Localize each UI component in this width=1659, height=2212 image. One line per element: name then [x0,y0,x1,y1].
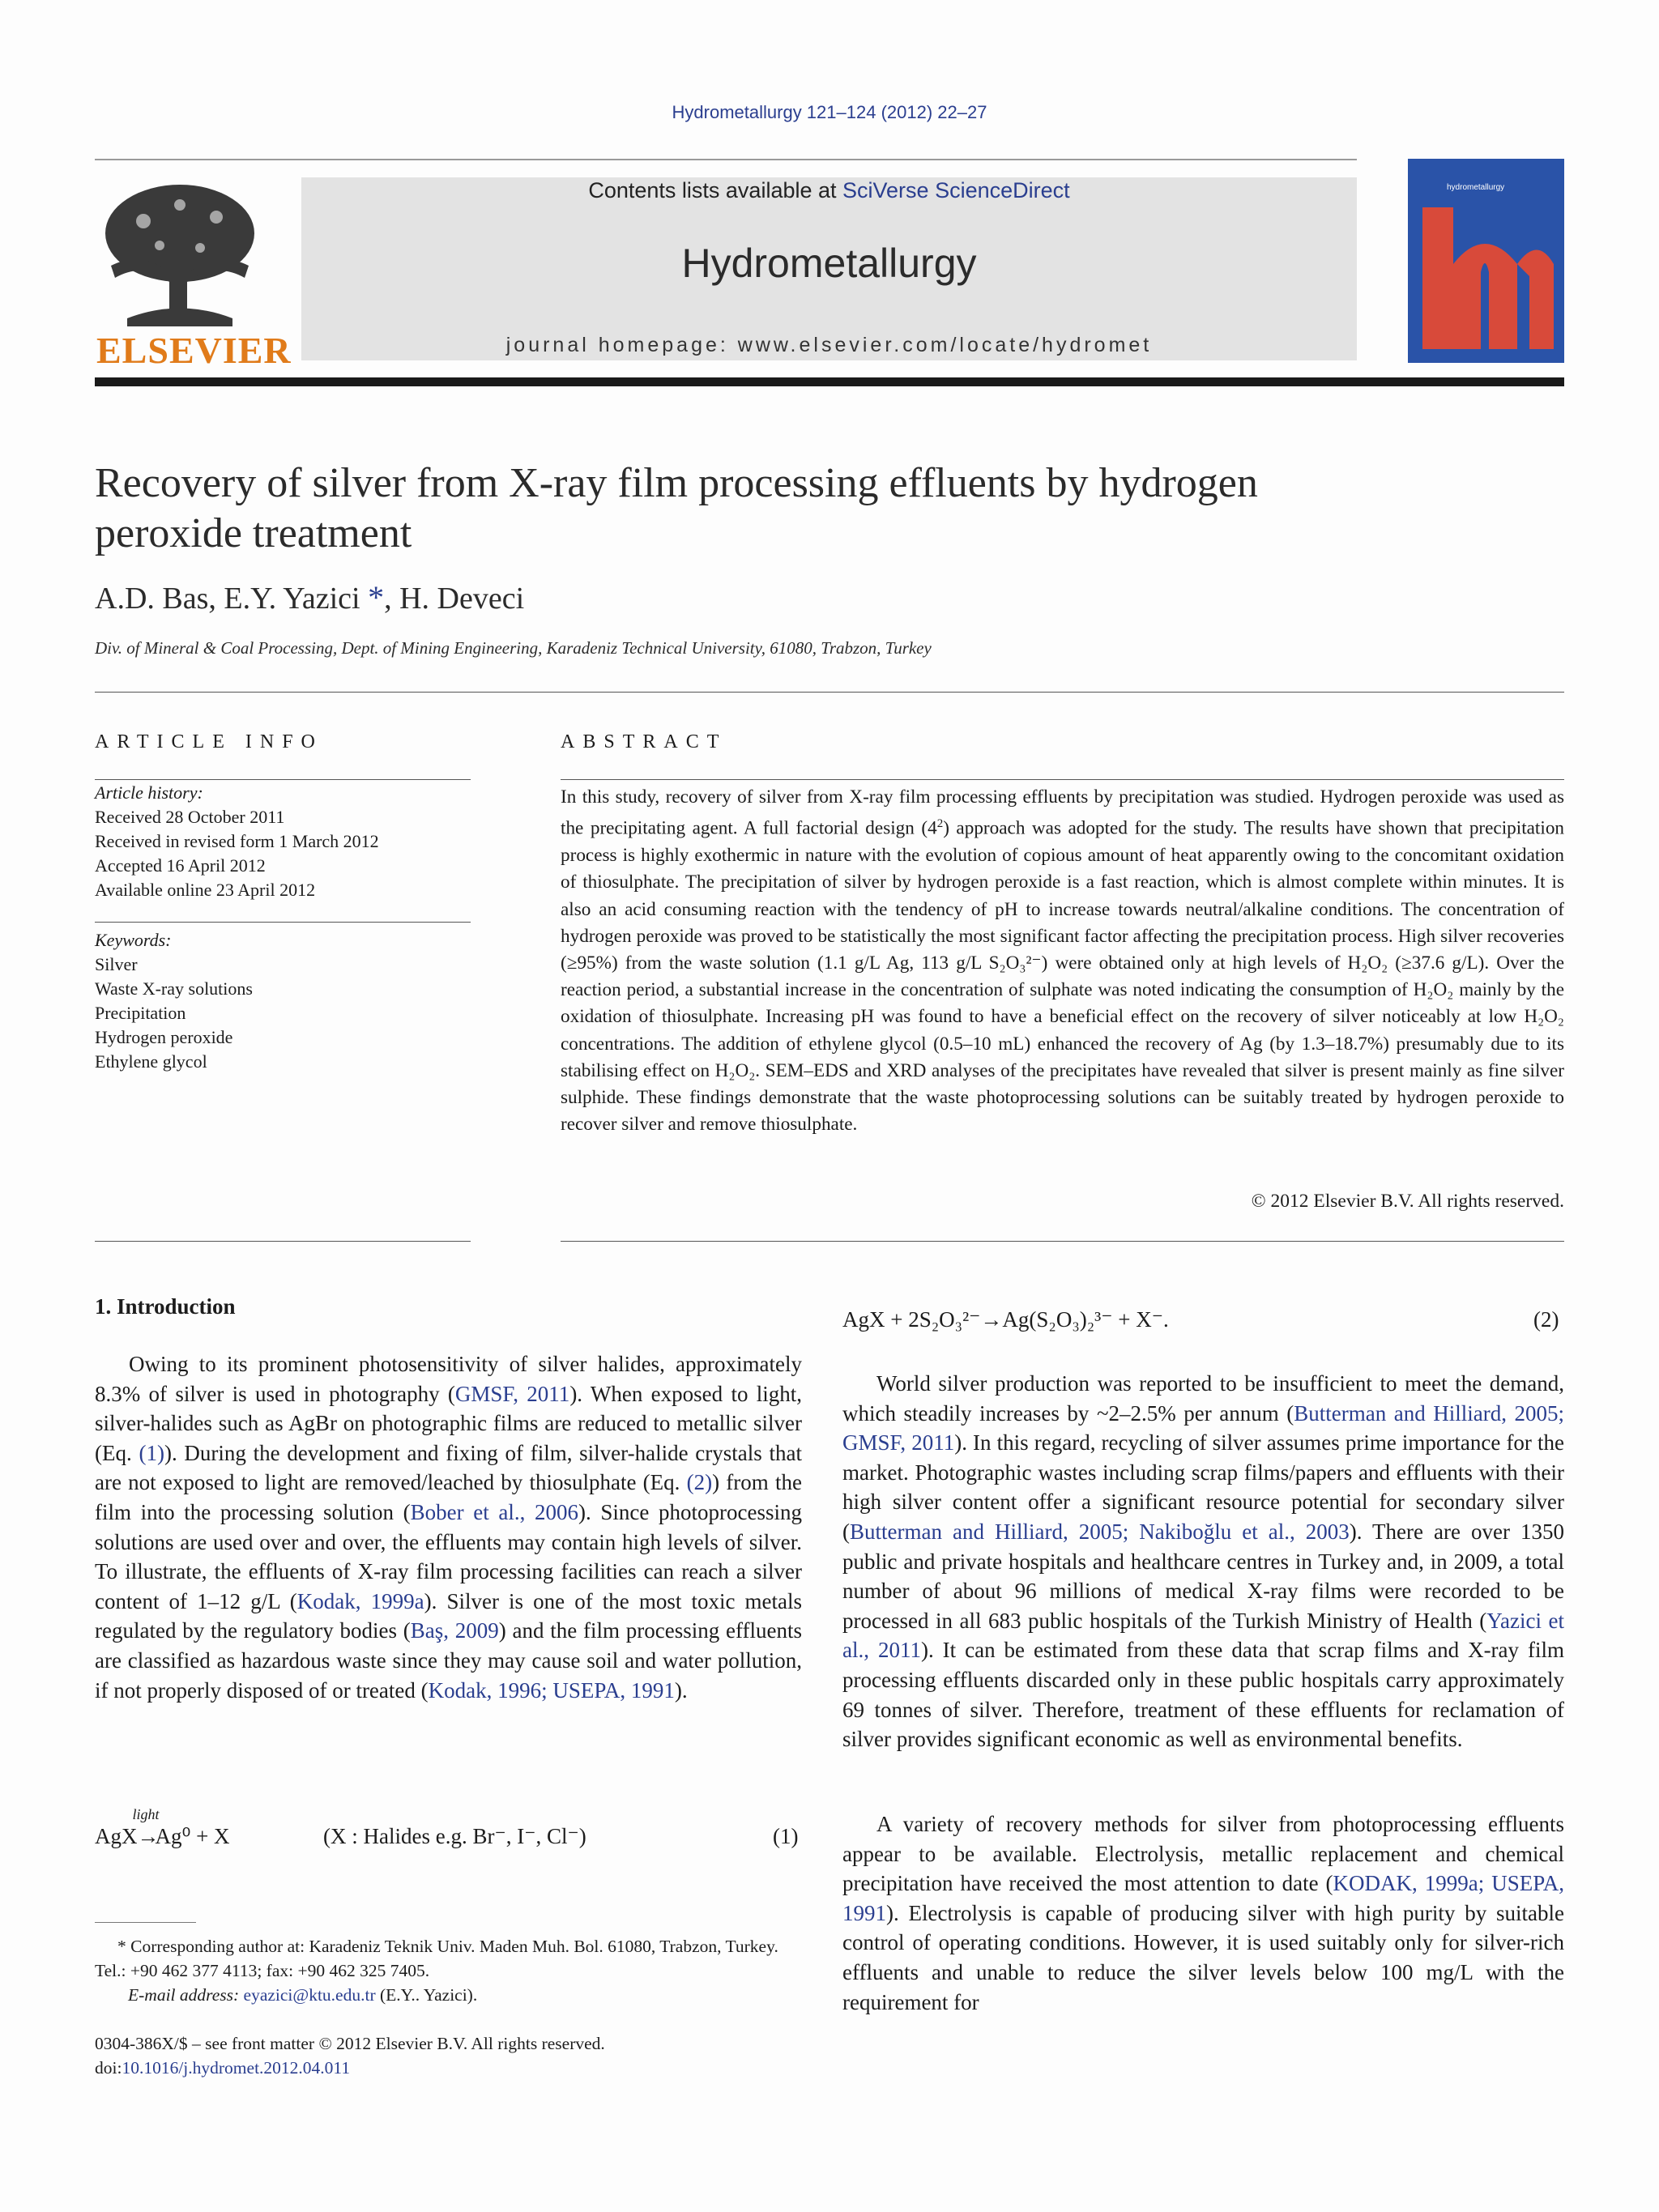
email-link[interactable]: eyazici@ktu.edu.tr [243,1985,376,2005]
article-info-bottom-rule [95,1241,471,1242]
text-run: ). Silver is one of the most toxic metals regulated by the regulatory bodies ( [95,1588,802,1643]
abstract-heading: ABSTRACT [561,731,727,752]
text-run: Owing to its prominent photosensitivity of silver halides, approximately 8.3% of silver is used in photography ( [95,1352,802,1406]
section-heading-introduction: 1. Introduction [95,1294,236,1319]
eq1-arrow-glyph: → [137,1824,160,1848]
text-run: ). When exposed to light, silver-halides such as AgBr on photographic films are reduced to metallic silver (Eq. [95,1381,803,1465]
text-run: ). [674,1677,688,1703]
abstract-bottom-rule [561,1241,1564,1242]
affiliation: Div. of Mineral & Coal Processing, Dept. of Mining Engineering, Karadeniz Technical University, 61080, Trabzon, Turkey [95,638,932,658]
contents-prefix: Contents lists available at [588,178,843,202]
journal-homepage[interactable]: journal homepage: www.elsevier.com/locate/hydromet [505,334,1153,356]
equation-ref-2[interactable]: (2) [686,1470,713,1495]
eq1-note: (X : Halides e.g. Br⁻, I⁻, Cl⁻) [323,1824,586,1848]
eq1-number: (1) [773,1824,799,1848]
elsevier-wordmark: ELSEVIER [96,330,292,371]
equation-ref-1[interactable]: (1) [139,1440,164,1465]
citation-kodak-1999a[interactable]: Kodak, 1999a [296,1588,424,1613]
footnote-rule [95,1922,196,1923]
history-accepted: Accepted 16 April 2012 [95,855,266,876]
text-run: World silver production was reported to be insufficient to meet the demand, which steadily increases by ~2–2.5% per annum ( [842,1371,1564,1426]
equation-1 [95,1806,230,1849]
intro-paragraph [95,1349,802,1705]
keyword-item: Waste X-ray solutions [95,978,253,999]
text-run: ) and the film processing effluents are classified as hazardous waste since they may cause soil and water pollution, if not properly disposed of or treated ( [95,1618,803,1703]
abstract-superscript: 2 [936,817,944,831]
keyword-item: Silver [95,954,138,974]
email-suffix: (E.Y.. Yazici). [375,1985,478,2005]
journal-reference[interactable]: Hydrometallurgy 121–124 (2012) 22–27 [672,102,987,122]
eq2-number: (2) [1533,1307,1559,1332]
title-line-1: Recovery of silver from X-ray film processing effluents by hydrogen [95,460,1258,506]
cover-hm-graphic [1408,159,1564,363]
doi-label: doi: [95,2058,122,2078]
authors-first: A.D. Bas, E.Y. Yazici [95,582,369,616]
journal-cover-thumbnail [1408,159,1564,363]
keywords-divider [95,922,471,923]
keywords [95,928,471,1074]
citation-gmsf[interactable]: GMSF, 2011 [454,1381,570,1406]
article-info-divider [95,779,471,780]
right-paragraph-2 [842,1809,1564,2017]
citation-butterman-nakiboglu[interactable]: Butterman and Hilliard, 2005; Nakiboğlu et al., 2003 [850,1519,1350,1544]
citation-bober[interactable]: Bober et al., 2006 [410,1499,579,1524]
corresponding-footnote [95,1934,802,1983]
eq1-rhs: Ag⁰ + X [155,1824,230,1848]
footnote-text: Corresponding author at: Karadeniz Teknik Univ. Maden Muh. Bol. 61080, Trabzon, Turkey. Tel.: +90 462 377 4113; fax: +90 462 325 7405. [95,1937,778,1980]
keyword-item: Ethylene glycol [95,1051,207,1072]
abstract-text [561,784,1564,1138]
article-title [95,458,1310,559]
eq1-lhs: AgX [95,1824,138,1848]
citation-kodak-usepa[interactable]: KODAK, 1999a; USEPA, 1991 [842,1871,1564,1925]
text-run: ). During the development and fixing of film, silver-halide crystals that are not exposed to light are removed/leached by thiosulphate (Eq. [95,1440,802,1495]
abstract-part-1: In this study, recovery of silver from X-ray film processing effluents by precipitation was studied. Hydrogen peroxide was used as the precipitating agent. A full factorial design (4 [561,786,1564,839]
text-run: ). It can be estimated from these data that scrap films and X-ray film processing effluents discarded only in these public hospitals carry approximately 69 tonnes of silver. Therefore, treatment of these effluents for reclamation of silver provides significant economic as well as environmental benefits. [842,1638,1564,1752]
citation-kodak-1996[interactable]: Kodak, 1996; USEPA, 1991 [428,1677,675,1703]
cover-title: hydrometallurgy [1447,183,1505,192]
article-history [95,781,471,902]
text-run: ). There are over 1350 public and private hospitals and healthcare centres in Turkey and, in 2009, a total number of about 96 millions of medical X-ray films were recorded to be processed in all 683 public hospitals of the Turkish Ministry of Health ( [842,1519,1564,1633]
abstract-part-2: ) approach was adopted for the study. The results have shown that precipitation process is highly exothermic in nature with the evolution of copious amount of heat apparently owing to the concomitant oxidation of thiosulphate. The precipitation of silver by hydrogen peroxide is a fast reaction, which is almost complete within minutes. It is also an acid consuming reaction with the tendency of pH to increase towards neutral/alkaline conditions. The concentration of hydrogen peroxide was proved to be statistically the most significant factor affecting the precipitation process. High silver recoveries (≥95%) from the waste solution (1.1 g/L Ag, 113 g/L S₂O₃²⁻) were obtained only at high levels of H₂O₂ (≥37.6 g/L). Over the reaction period, a substantial increase in the concentration of sulphate was noted indicating the consumption of H₂O₂ mainly by the oxidation of thiosulphate. Increasing pH was found to have a beneficial effect on the recovery of silver noticeably at low H₂O₂ concentrations. The addition of ethylene glycol (0.5–10 mL) enhanced the recovery of Ag (by 1.3–18.7%) presumably due to its stabilising effect on H₂O₂. SEM–EDS and XRD analyses of the precipitates have revealed that silver is present mainly as fine silver sulphide. These findings demonstrate that the waste photoprocessing solutions can be suitably treated by hydrogen peroxide to recover silver and remove thiosulphate. [561,817,1565,1136]
authors-last: , H. Deveci [384,582,525,616]
title-line-2: peroxide treatment [95,510,412,556]
equation-2: AgX + 2S₂O₃²⁻→Ag(S₂O₃)₂³⁻ + X⁻. [842,1307,1169,1332]
eq1-arrow [132,1806,160,1849]
issn-line: 0304-386X/$ – see front matter © 2012 Elsevier B.V. All rights reserved. [95,2034,605,2053]
keyword-item: Hydrogen peroxide [95,1027,233,1047]
right-paragraph-1 [842,1369,1564,1754]
history-online: Available online 23 April 2012 [95,880,316,900]
doi-link[interactable]: 10.1016/j.hydromet.2012.04.011 [122,2058,351,2078]
author-list [95,578,524,616]
citation-bas[interactable]: Baş, 2009 [410,1618,499,1643]
history-received: Received 28 October 2011 [95,807,285,827]
sciencedirect-link[interactable]: SciVerse ScienceDirect [842,178,1070,202]
text-run: ). Since photoprocessing solutions are used over and over, the effluents may contain high levels of silver. To illustrate, the effluents of X-ray film processing facilities can reach a silver content of 1–12 g/L ( [95,1499,803,1613]
text-run: A variety of recovery methods for silver from photoprocessing effluents appear to be available. Electrolysis, metallic replacement and chemical precipitation have received the most attention to date ( [842,1812,1564,1896]
history-label: Article history: [95,782,203,803]
citation-yazici[interactable]: Yazici et al., 2011 [842,1608,1564,1663]
email-footnote [128,1983,477,2007]
citation-butterman-gmsf[interactable]: Butterman and Hilliard, 2005; GMSF, 2011 [842,1400,1564,1455]
abstract-divider [561,779,1564,780]
contents-line [301,178,1357,203]
keyword-item: Precipitation [95,1003,186,1023]
footnote-star: * [117,1937,126,1956]
text-run: ). Electrolysis is capable of producing silver with high purity by suitable control of operating conditions. However, it is used suitably only for silver-rich effluents and unable to reduce the silver levels below 100 mg/L with the requirement for [842,1900,1564,2014]
header-thick-rule [95,377,1564,386]
header-divider [95,159,1357,160]
abstract-copyright: © 2012 Elsevier B.V. All rights reserved. [1251,1191,1564,1212]
journal-title: Hydrometallurgy [681,241,977,286]
history-revised: Received in revised form 1 March 2012 [95,831,379,851]
keywords-label: Keywords: [95,930,172,950]
eq1-light-label: light [132,1806,160,1822]
title-divider [95,692,1564,693]
doi-line [95,2056,350,2080]
text-run: ) from the film into the processing solution ( [95,1470,802,1524]
corresponding-author-star[interactable]: * [368,579,385,616]
email-label: E-mail address: [128,1985,244,2005]
text-run: ). In this regard, recycling of silver assumes prime importance for the market. Photographic wastes including scrap films/papers and effluents with their high silver content offer a significant resource potential for secondary silver ( [842,1430,1564,1544]
article-info-heading: ARTICLE INFO [95,731,323,752]
